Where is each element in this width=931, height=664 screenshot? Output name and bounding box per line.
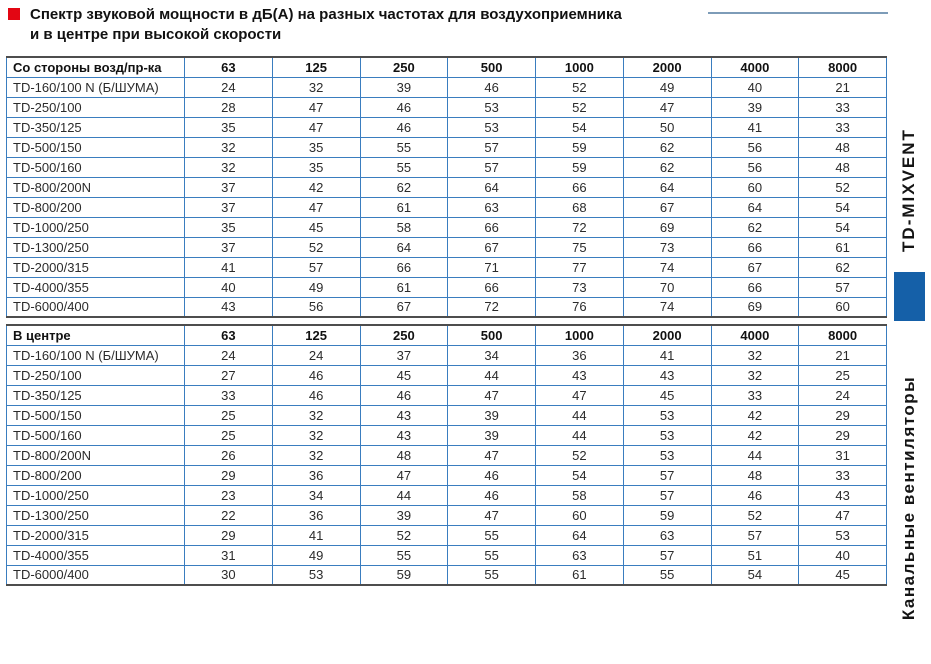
model-cell: TD-4000/355 xyxy=(7,545,185,565)
value-cell: 37 xyxy=(185,197,273,217)
value-cell: 66 xyxy=(448,217,536,237)
value-cell: 30 xyxy=(185,565,273,585)
value-cell: 53 xyxy=(623,445,711,465)
value-cell: 37 xyxy=(185,177,273,197)
value-cell: 68 xyxy=(536,197,624,217)
value-cell: 53 xyxy=(623,425,711,445)
value-cell: 61 xyxy=(536,565,624,585)
value-cell: 73 xyxy=(623,237,711,257)
sidebar-blue-square-icon xyxy=(894,272,925,321)
model-cell: TD-800/200N xyxy=(7,177,185,197)
value-cell: 52 xyxy=(536,97,624,117)
page-title-line2: и в центре при высокой скорости xyxy=(30,26,282,43)
value-cell: 45 xyxy=(799,565,887,585)
value-cell: 49 xyxy=(272,545,360,565)
table-row xyxy=(7,277,887,297)
freq-header-cell: 4000 xyxy=(711,325,799,345)
value-cell: 33 xyxy=(711,385,799,405)
value-cell: 51 xyxy=(711,545,799,565)
value-cell: 36 xyxy=(272,505,360,525)
value-cell: 60 xyxy=(799,297,887,317)
model-cell: TD-2000/315 xyxy=(7,257,185,277)
freq-header-cell: 4000 xyxy=(711,57,799,77)
value-cell: 44 xyxy=(536,425,624,445)
model-cell: TD-250/100 xyxy=(7,365,185,385)
table-header-label: Со стороны возд/пр-ка xyxy=(7,57,185,77)
value-cell: 58 xyxy=(536,485,624,505)
table-row xyxy=(7,425,887,445)
table-row xyxy=(7,445,887,465)
table-row xyxy=(7,485,887,505)
value-cell: 29 xyxy=(185,465,273,485)
table-row xyxy=(7,385,887,405)
table-row xyxy=(7,545,887,565)
value-cell: 62 xyxy=(799,257,887,277)
value-cell: 47 xyxy=(623,97,711,117)
value-cell: 35 xyxy=(185,117,273,137)
value-cell: 64 xyxy=(711,197,799,217)
value-cell: 42 xyxy=(711,425,799,445)
value-cell: 23 xyxy=(185,485,273,505)
value-cell: 63 xyxy=(448,197,536,217)
value-cell: 24 xyxy=(272,345,360,365)
value-cell: 35 xyxy=(272,137,360,157)
table-row xyxy=(7,505,887,525)
value-cell: 52 xyxy=(536,77,624,97)
value-cell: 26 xyxy=(185,445,273,465)
table-row xyxy=(7,257,887,277)
value-cell: 57 xyxy=(448,137,536,157)
model-cell: TD-1000/250 xyxy=(7,485,185,505)
value-cell: 41 xyxy=(623,345,711,365)
sidebar-category-label: Канальные вентиляторы xyxy=(899,375,918,621)
value-cell: 45 xyxy=(623,385,711,405)
freq-header-cell: 500 xyxy=(448,57,536,77)
value-cell: 47 xyxy=(448,385,536,405)
value-cell: 32 xyxy=(711,345,799,365)
value-cell: 21 xyxy=(799,345,887,365)
value-cell: 47 xyxy=(536,385,624,405)
value-cell: 43 xyxy=(185,297,273,317)
model-cell: TD-1000/250 xyxy=(7,217,185,237)
value-cell: 56 xyxy=(711,157,799,177)
value-cell: 53 xyxy=(799,525,887,545)
value-cell: 66 xyxy=(448,277,536,297)
freq-header-cell: 2000 xyxy=(623,57,711,77)
value-cell: 29 xyxy=(185,525,273,545)
freq-header-cell: 500 xyxy=(448,325,536,345)
value-cell: 69 xyxy=(623,217,711,237)
value-cell: 40 xyxy=(185,277,273,297)
value-cell: 53 xyxy=(272,565,360,585)
value-cell: 28 xyxy=(185,97,273,117)
value-cell: 34 xyxy=(448,345,536,365)
value-cell: 47 xyxy=(448,505,536,525)
value-cell: 62 xyxy=(623,137,711,157)
sidebar-series-label: TD-MIXVENT xyxy=(899,128,918,252)
page-title-line1: Спектр звуковой мощности в дБ(А) на разных частотах для воздухоприемника xyxy=(30,6,622,23)
value-cell: 35 xyxy=(185,217,273,237)
table-row xyxy=(7,525,887,545)
table-row xyxy=(7,237,887,257)
model-cell: TD-500/150 xyxy=(7,405,185,425)
freq-header-cell: 125 xyxy=(272,325,360,345)
value-cell: 54 xyxy=(536,465,624,485)
value-cell: 43 xyxy=(360,405,448,425)
value-cell: 62 xyxy=(360,177,448,197)
value-cell: 48 xyxy=(360,445,448,465)
value-cell: 34 xyxy=(272,485,360,505)
value-cell: 54 xyxy=(711,565,799,585)
value-cell: 66 xyxy=(711,237,799,257)
value-cell: 74 xyxy=(623,257,711,277)
table-row xyxy=(7,297,887,317)
model-cell: TD-250/100 xyxy=(7,97,185,117)
model-cell: TD-6000/400 xyxy=(7,297,185,317)
value-cell: 53 xyxy=(623,405,711,425)
value-cell: 75 xyxy=(536,237,624,257)
value-cell: 46 xyxy=(711,485,799,505)
value-cell: 55 xyxy=(360,157,448,177)
value-cell: 56 xyxy=(711,137,799,157)
table-header-row xyxy=(7,325,887,345)
value-cell: 22 xyxy=(185,505,273,525)
value-cell: 40 xyxy=(799,545,887,565)
title-rule-line xyxy=(708,12,888,14)
model-cell: TD-500/150 xyxy=(7,137,185,157)
table-row xyxy=(7,97,887,117)
value-cell: 57 xyxy=(799,277,887,297)
value-cell: 24 xyxy=(185,77,273,97)
value-cell: 33 xyxy=(799,117,887,137)
value-cell: 72 xyxy=(536,217,624,237)
value-cell: 46 xyxy=(360,117,448,137)
value-cell: 21 xyxy=(799,77,887,97)
value-cell: 67 xyxy=(623,197,711,217)
tables-container xyxy=(6,56,886,586)
value-cell: 66 xyxy=(711,277,799,297)
table-row xyxy=(7,217,887,237)
value-cell: 29 xyxy=(799,425,887,445)
value-cell: 48 xyxy=(799,137,887,157)
freq-header-cell: 125 xyxy=(272,57,360,77)
value-cell: 53 xyxy=(448,97,536,117)
value-cell: 70 xyxy=(623,277,711,297)
value-cell: 39 xyxy=(448,405,536,425)
freq-header-cell: 1000 xyxy=(536,325,624,345)
value-cell: 47 xyxy=(272,97,360,117)
value-cell: 49 xyxy=(623,77,711,97)
table-header-label: В центре xyxy=(7,325,185,345)
model-cell: TD-350/125 xyxy=(7,385,185,405)
value-cell: 58 xyxy=(360,217,448,237)
table-row xyxy=(7,77,887,97)
value-cell: 41 xyxy=(711,117,799,137)
table-row xyxy=(7,157,887,177)
value-cell: 44 xyxy=(360,485,448,505)
table-row xyxy=(7,197,887,217)
value-cell: 62 xyxy=(623,157,711,177)
value-cell: 57 xyxy=(448,157,536,177)
table-center xyxy=(6,324,887,586)
value-cell: 39 xyxy=(448,425,536,445)
table-row xyxy=(7,465,887,485)
value-cell: 61 xyxy=(360,197,448,217)
value-cell: 46 xyxy=(448,465,536,485)
red-bullet-icon xyxy=(8,8,20,20)
value-cell: 52 xyxy=(360,525,448,545)
value-cell: 66 xyxy=(536,177,624,197)
model-cell: TD-500/160 xyxy=(7,157,185,177)
value-cell: 55 xyxy=(448,525,536,545)
value-cell: 42 xyxy=(711,405,799,425)
value-cell: 39 xyxy=(360,505,448,525)
value-cell: 57 xyxy=(623,465,711,485)
value-cell: 69 xyxy=(711,297,799,317)
value-cell: 52 xyxy=(536,445,624,465)
value-cell: 47 xyxy=(272,117,360,137)
value-cell: 47 xyxy=(272,197,360,217)
value-cell: 32 xyxy=(185,157,273,177)
value-cell: 43 xyxy=(623,365,711,385)
model-cell: TD-800/200N xyxy=(7,445,185,465)
value-cell: 24 xyxy=(185,345,273,365)
value-cell: 59 xyxy=(623,505,711,525)
value-cell: 61 xyxy=(799,237,887,257)
value-cell: 64 xyxy=(360,237,448,257)
value-cell: 47 xyxy=(799,505,887,525)
value-cell: 57 xyxy=(711,525,799,545)
table-row xyxy=(7,405,887,425)
value-cell: 64 xyxy=(448,177,536,197)
model-cell: TD-2000/315 xyxy=(7,525,185,545)
value-cell: 43 xyxy=(360,425,448,445)
value-cell: 59 xyxy=(536,157,624,177)
table-row xyxy=(7,365,887,385)
value-cell: 76 xyxy=(536,297,624,317)
value-cell: 63 xyxy=(536,545,624,565)
value-cell: 39 xyxy=(360,77,448,97)
value-cell: 31 xyxy=(185,545,273,565)
value-cell: 42 xyxy=(272,177,360,197)
value-cell: 35 xyxy=(272,157,360,177)
value-cell: 45 xyxy=(360,365,448,385)
value-cell: 62 xyxy=(711,217,799,237)
table-row xyxy=(7,177,887,197)
value-cell: 77 xyxy=(536,257,624,277)
value-cell: 39 xyxy=(711,97,799,117)
value-cell: 25 xyxy=(185,405,273,425)
value-cell: 49 xyxy=(272,277,360,297)
value-cell: 41 xyxy=(272,525,360,545)
value-cell: 46 xyxy=(272,385,360,405)
model-cell: TD-800/200 xyxy=(7,197,185,217)
value-cell: 32 xyxy=(711,365,799,385)
value-cell: 52 xyxy=(799,177,887,197)
value-cell: 67 xyxy=(711,257,799,277)
value-cell: 33 xyxy=(799,465,887,485)
table-row xyxy=(7,137,887,157)
value-cell: 55 xyxy=(360,545,448,565)
value-cell: 46 xyxy=(360,97,448,117)
value-cell: 47 xyxy=(448,445,536,465)
value-cell: 60 xyxy=(711,177,799,197)
value-cell: 55 xyxy=(448,545,536,565)
freq-header-cell: 1000 xyxy=(536,57,624,77)
value-cell: 53 xyxy=(448,117,536,137)
value-cell: 37 xyxy=(185,237,273,257)
value-cell: 25 xyxy=(799,365,887,385)
value-cell: 36 xyxy=(536,345,624,365)
value-cell: 55 xyxy=(623,565,711,585)
value-cell: 59 xyxy=(360,565,448,585)
value-cell: 74 xyxy=(623,297,711,317)
value-cell: 33 xyxy=(185,385,273,405)
freq-header-cell: 2000 xyxy=(623,325,711,345)
value-cell: 37 xyxy=(360,345,448,365)
model-cell: TD-350/125 xyxy=(7,117,185,137)
value-cell: 72 xyxy=(448,297,536,317)
value-cell: 46 xyxy=(360,385,448,405)
page-title xyxy=(30,5,710,45)
value-cell: 32 xyxy=(272,425,360,445)
value-cell: 31 xyxy=(799,445,887,465)
value-cell: 33 xyxy=(799,97,887,117)
value-cell: 64 xyxy=(536,525,624,545)
value-cell: 54 xyxy=(799,217,887,237)
value-cell: 47 xyxy=(360,465,448,485)
value-cell: 27 xyxy=(185,365,273,385)
value-cell: 45 xyxy=(272,217,360,237)
model-cell: TD-160/100 N (Б/ШУМА) xyxy=(7,77,185,97)
freq-header-cell: 63 xyxy=(185,325,273,345)
value-cell: 43 xyxy=(799,485,887,505)
table-header-row xyxy=(7,57,887,77)
value-cell: 52 xyxy=(711,505,799,525)
freq-header-cell: 8000 xyxy=(799,325,887,345)
value-cell: 57 xyxy=(623,545,711,565)
value-cell: 46 xyxy=(448,485,536,505)
table-intake-side xyxy=(6,56,887,318)
value-cell: 44 xyxy=(448,365,536,385)
value-cell: 46 xyxy=(272,365,360,385)
value-cell: 48 xyxy=(799,157,887,177)
value-cell: 73 xyxy=(536,277,624,297)
value-cell: 67 xyxy=(360,297,448,317)
value-cell: 32 xyxy=(185,137,273,157)
model-cell: TD-160/100 N (Б/ШУМА) xyxy=(7,345,185,365)
value-cell: 32 xyxy=(272,405,360,425)
value-cell: 24 xyxy=(799,385,887,405)
freq-header-cell: 250 xyxy=(360,325,448,345)
value-cell: 54 xyxy=(536,117,624,137)
value-cell: 67 xyxy=(448,237,536,257)
model-cell: TD-4000/355 xyxy=(7,277,185,297)
value-cell: 44 xyxy=(711,445,799,465)
value-cell: 55 xyxy=(360,137,448,157)
value-cell: 25 xyxy=(185,425,273,445)
value-cell: 59 xyxy=(536,137,624,157)
value-cell: 57 xyxy=(272,257,360,277)
value-cell: 40 xyxy=(711,77,799,97)
value-cell: 41 xyxy=(185,257,273,277)
value-cell: 55 xyxy=(448,565,536,585)
value-cell: 57 xyxy=(623,485,711,505)
value-cell: 60 xyxy=(536,505,624,525)
value-cell: 48 xyxy=(711,465,799,485)
value-cell: 63 xyxy=(623,525,711,545)
model-cell: TD-800/200 xyxy=(7,465,185,485)
value-cell: 32 xyxy=(272,77,360,97)
value-cell: 54 xyxy=(799,197,887,217)
freq-header-cell: 63 xyxy=(185,57,273,77)
table-row xyxy=(7,565,887,585)
value-cell: 56 xyxy=(272,297,360,317)
value-cell: 52 xyxy=(272,237,360,257)
value-cell: 71 xyxy=(448,257,536,277)
value-cell: 50 xyxy=(623,117,711,137)
value-cell: 32 xyxy=(272,445,360,465)
value-cell: 44 xyxy=(536,405,624,425)
value-cell: 36 xyxy=(272,465,360,485)
model-cell: TD-1300/250 xyxy=(7,505,185,525)
value-cell: 43 xyxy=(536,365,624,385)
freq-header-cell: 250 xyxy=(360,57,448,77)
value-cell: 29 xyxy=(799,405,887,425)
table-row xyxy=(7,345,887,365)
value-cell: 46 xyxy=(448,77,536,97)
model-cell: TD-6000/400 xyxy=(7,565,185,585)
value-cell: 61 xyxy=(360,277,448,297)
model-cell: TD-500/160 xyxy=(7,425,185,445)
freq-header-cell: 8000 xyxy=(799,57,887,77)
value-cell: 64 xyxy=(623,177,711,197)
model-cell: TD-1300/250 xyxy=(7,237,185,257)
table-row xyxy=(7,117,887,137)
value-cell: 66 xyxy=(360,257,448,277)
